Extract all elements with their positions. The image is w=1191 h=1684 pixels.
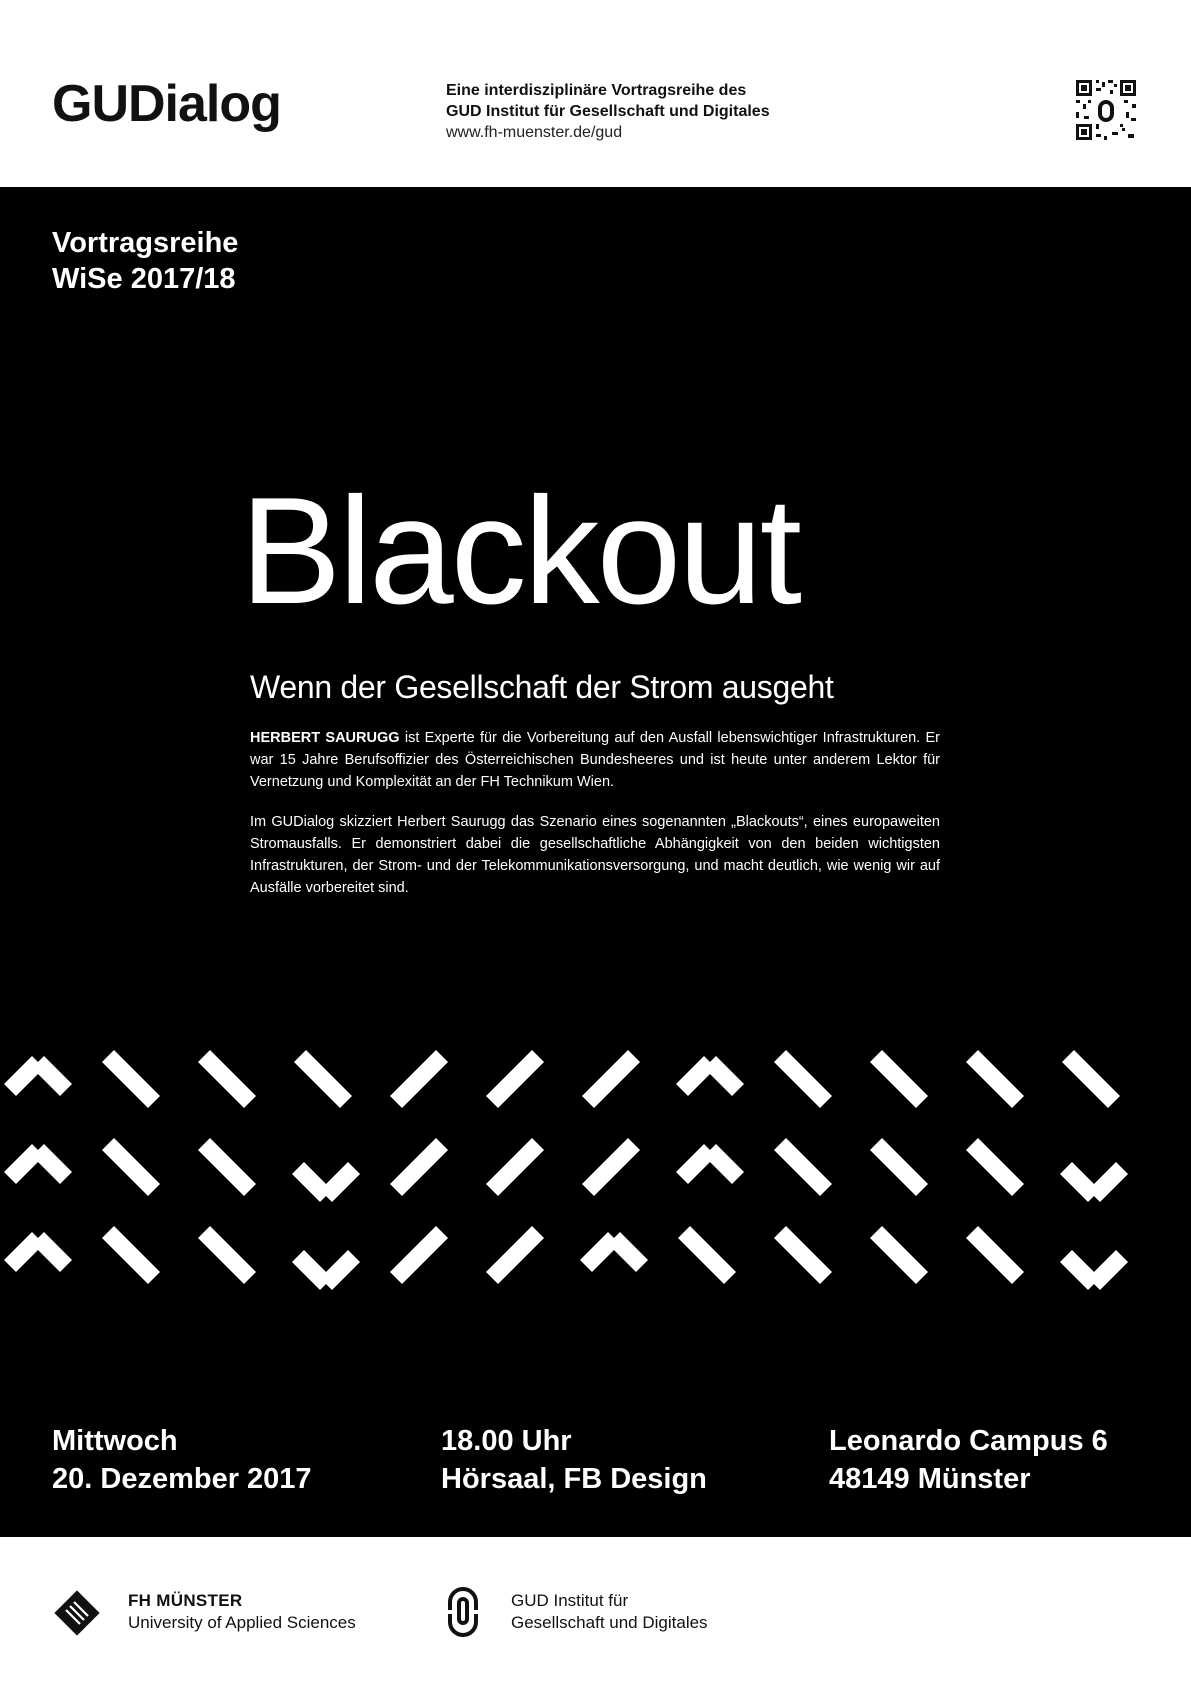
- gud-line1: GUD Institut für: [511, 1591, 629, 1610]
- event-date: [52, 1422, 312, 1498]
- pattern-stroke: [108, 1232, 154, 1278]
- pattern-stroke: [1094, 1256, 1122, 1284]
- pattern-stroke: [298, 1168, 326, 1196]
- pattern-stroke: [204, 1232, 250, 1278]
- fh-muenster-logo-icon: [52, 1588, 102, 1638]
- pattern-stroke: [204, 1144, 250, 1190]
- pattern-stroke: [682, 1150, 710, 1178]
- pattern-stroke: [1066, 1256, 1094, 1284]
- pattern-stroke: [396, 1056, 442, 1102]
- pattern-stroke: [492, 1056, 538, 1102]
- pattern-stroke: [780, 1232, 826, 1278]
- speaker-name: HERBERT SAURUGG: [250, 730, 400, 746]
- pattern-stroke: [972, 1144, 1018, 1190]
- brand-logo: GUDialog: [52, 75, 281, 133]
- gud-institute-text: [511, 1590, 708, 1634]
- pattern-stroke: [586, 1238, 614, 1266]
- pattern-stroke: [38, 1150, 66, 1178]
- talk-description: Im GUDialog skizziert Herbert Saurugg das Szenario eines sogenannten „Blackouts“, eines europaweiten Stromausfalls. Er demonstriert dabei die gesellschaftliche Abhängigkeit von den beiden wichtigsten Infrastrukturen, der Strom- und der Telekommunikationsversorgung, und macht deutlich, wie wenig wir auf Ausfälle vorbereitet sind.: [250, 814, 940, 896]
- speaker-bio-text: ist Experte für die Vorbereitung auf den Ausfall lebenswichtiger Infrastrukturen. Er war 15 Jahre Berufsoffizier des Österreichischen Bundesheeres und ist heute unter anderem Lektor für Vernetzung und Komplexität an der FH Technikum Wien.: [250, 730, 941, 790]
- header-info: [446, 80, 770, 143]
- series-line1: Vortragsreihe: [52, 227, 239, 259]
- pattern-stroke: [1068, 1056, 1114, 1102]
- pattern-stroke: [10, 1062, 38, 1090]
- event-room: Hörsaal, FB Design: [441, 1463, 707, 1495]
- gud-institute-logo-icon: [446, 1586, 480, 1638]
- pattern-stroke: [780, 1056, 826, 1102]
- event-time-location: [441, 1422, 707, 1498]
- pattern-stroke: [972, 1232, 1018, 1278]
- pattern-stroke: [876, 1056, 922, 1102]
- pattern-stroke: [10, 1150, 38, 1178]
- pattern-stroke: [710, 1062, 738, 1090]
- speaker-bio: [250, 727, 940, 793]
- event-time: 18.00 Uhr: [441, 1425, 572, 1457]
- qr-code-icon[interactable]: [1074, 78, 1138, 142]
- pattern-stroke: [780, 1144, 826, 1190]
- series-label: [52, 225, 238, 297]
- gud-line2: Gesellschaft und Digitales: [511, 1613, 708, 1632]
- talk-subtitle: Wenn der Gesellschaft der Strom ausgeht: [250, 669, 834, 705]
- event-address: [829, 1422, 1108, 1498]
- pattern-stroke: [588, 1056, 634, 1102]
- pattern-stroke: [492, 1232, 538, 1278]
- fh-subtitle: University of Applied Sciences: [128, 1613, 356, 1632]
- series-line2: WiSe 2017/18: [52, 263, 236, 295]
- pattern-stroke: [300, 1056, 346, 1102]
- event-street: Leonardo Campus 6: [829, 1425, 1108, 1457]
- event-full-date: 20. Dezember 2017: [52, 1463, 312, 1495]
- pattern-stroke: [204, 1056, 250, 1102]
- pattern-stroke: [684, 1232, 730, 1278]
- header-url-link[interactable]: www.fh-muenster.de/gud: [446, 124, 623, 141]
- pattern-stroke: [298, 1256, 326, 1284]
- pattern-stroke: [396, 1232, 442, 1278]
- main-panel: [0, 187, 1191, 1537]
- fh-name: FH MÜNSTER: [128, 1591, 243, 1610]
- pattern-stroke: [972, 1056, 1018, 1102]
- pattern-stroke: [682, 1062, 710, 1090]
- pattern-stroke: [38, 1238, 66, 1266]
- header-info-line2: GUD Institut für Gesellschaft und Digitales: [446, 103, 770, 120]
- pattern-stroke: [710, 1150, 738, 1178]
- pattern-stroke: [326, 1168, 354, 1196]
- pattern-stroke: [876, 1144, 922, 1190]
- pattern-stroke: [588, 1144, 634, 1190]
- pattern-stroke: [326, 1256, 354, 1284]
- talk-title: Blackout: [240, 466, 799, 636]
- pattern-stroke: [1094, 1168, 1122, 1196]
- pattern-stroke: [38, 1062, 66, 1090]
- pattern-stroke: [396, 1144, 442, 1190]
- event-day: Mittwoch: [52, 1425, 178, 1457]
- chevron-pattern: [0, 1044, 1191, 1311]
- pattern-stroke: [10, 1238, 38, 1266]
- pattern-stroke: [492, 1144, 538, 1190]
- pattern-stroke: [108, 1144, 154, 1190]
- event-city: 48149 Münster: [829, 1463, 1031, 1495]
- pattern-stroke: [1066, 1168, 1094, 1196]
- pattern-stroke: [614, 1238, 642, 1266]
- pattern-stroke: [108, 1056, 154, 1102]
- pattern-stroke: [876, 1232, 922, 1278]
- header-info-line1: Eine interdisziplinäre Vortragsreihe des: [446, 82, 747, 99]
- fh-muenster-text: [128, 1590, 356, 1634]
